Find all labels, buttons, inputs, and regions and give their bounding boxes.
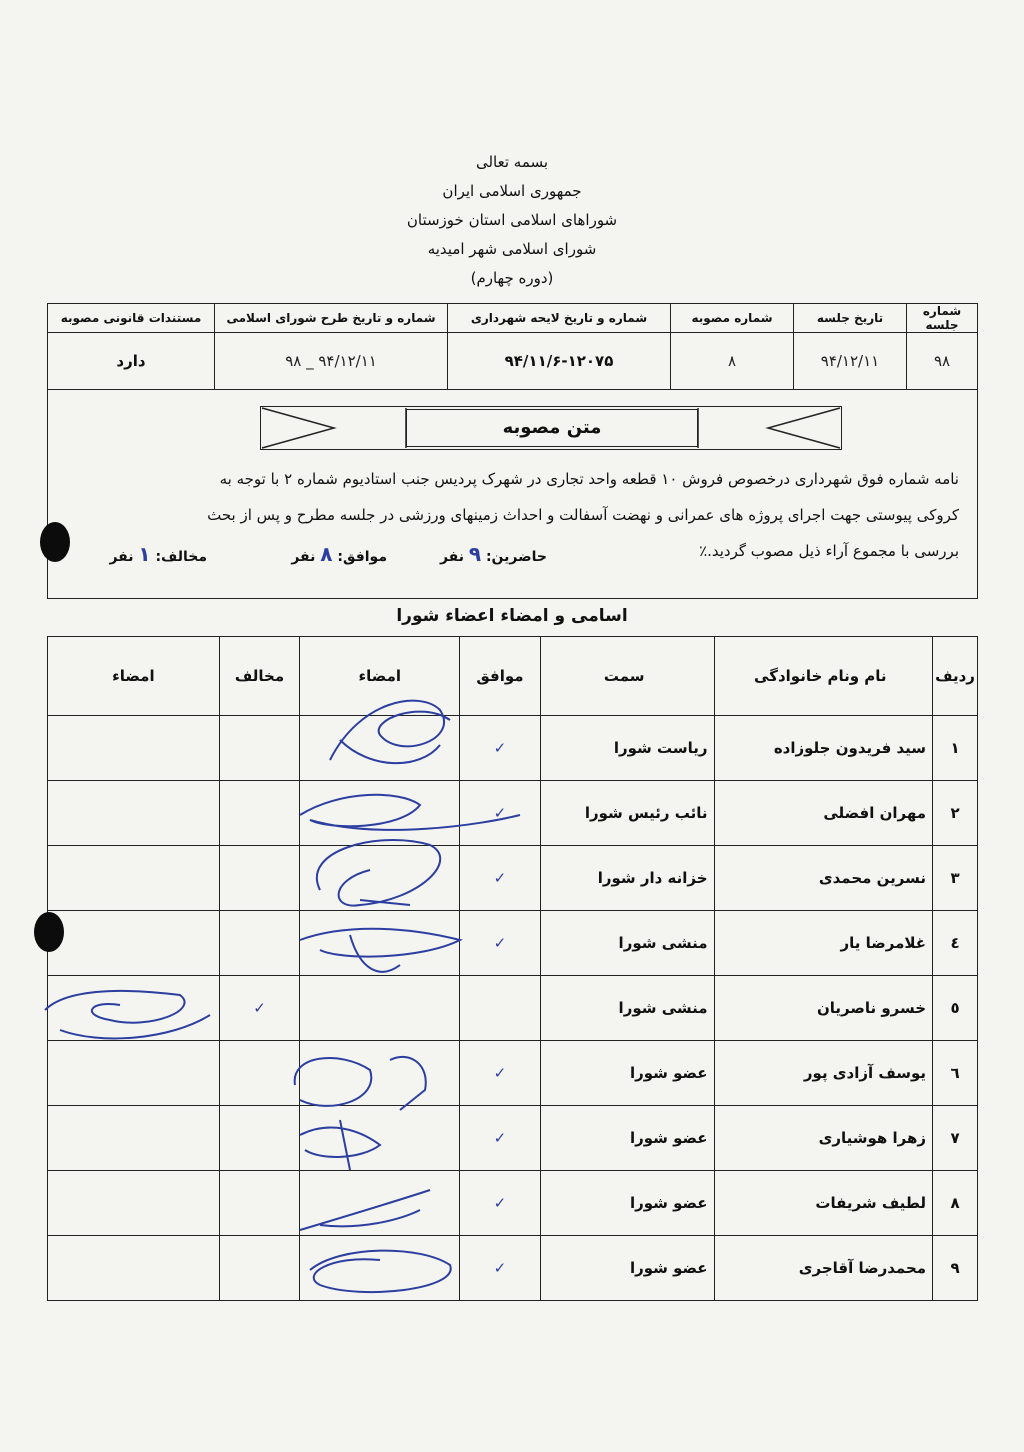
oppose-mark	[219, 911, 300, 976]
row-number: ۹	[933, 1236, 978, 1301]
member-name: غلامرضا یار	[714, 911, 932, 976]
member-position: منشی شورا	[540, 976, 714, 1041]
agree-signature-cell	[300, 1041, 460, 1106]
resolution-meta-table	[47, 303, 978, 390]
members-header-row	[48, 637, 978, 716]
meta-header-session-date: تاریخ جلسه	[794, 304, 907, 333]
vote-present	[440, 542, 547, 566]
row-number: ۷	[933, 1106, 978, 1171]
oppose-mark	[219, 1041, 300, 1106]
member-position: عضو شورا	[540, 1236, 714, 1301]
header-agree: موافق	[460, 637, 541, 716]
member-position: عضو شورا	[540, 1106, 714, 1171]
table-row	[48, 1236, 978, 1301]
agree-mark: ✓	[460, 781, 541, 846]
agree-mark	[460, 976, 541, 1041]
oppose-mark	[219, 1171, 300, 1236]
member-position: عضو شورا	[540, 1041, 714, 1106]
agree-mark: ✓	[460, 1171, 541, 1236]
header-line-term: (دوره چهارم)	[470, 269, 554, 287]
vote-present-value: ۹	[468, 542, 482, 566]
header-line-city-council: شورای اسلامی شهر امیدیه	[427, 240, 597, 258]
agree-signature-cell	[300, 911, 460, 976]
table-row	[48, 846, 978, 911]
row-number: ٦	[933, 1041, 978, 1106]
vote-oppose-unit: نفر	[109, 549, 134, 565]
member-name: زهرا هوشیاری	[714, 1106, 932, 1171]
agree-signature-cell	[300, 1106, 460, 1171]
resolution-title-band	[260, 406, 842, 450]
vote-agree-value: ۸	[320, 542, 333, 566]
oppose-signature-cell	[48, 1171, 220, 1236]
row-number: ۱	[933, 716, 978, 781]
agree-mark: ✓	[460, 846, 541, 911]
vote-oppose	[109, 542, 207, 566]
document-header	[0, 148, 1024, 293]
punch-hole-top	[40, 522, 70, 562]
oppose-signature-cell	[48, 846, 220, 911]
punch-hole-bottom	[34, 912, 64, 952]
vote-present-label: حاضرین:	[485, 549, 547, 565]
agree-signature-cell	[300, 716, 460, 781]
meta-bill-number: ۹۴/۱۱/۶-۱۲۰۷۵	[448, 333, 671, 390]
agree-signature-cell	[300, 1171, 460, 1236]
meta-header-plan-number: شماره و تاریخ طرح شورای اسلامی	[215, 304, 448, 333]
row-number: ۳	[933, 846, 978, 911]
header-agree-signature: امضاء	[300, 637, 460, 716]
meta-header-session-number: شماره جلسه	[907, 304, 978, 333]
agree-mark: ✓	[460, 1041, 541, 1106]
meta-header-bill-number: شماره و تاریخ لایحه شهرداری	[448, 304, 671, 333]
member-position: ریاست شورا	[540, 716, 714, 781]
oppose-signature-cell	[48, 911, 220, 976]
member-name: محمدرضا آقاجری	[714, 1236, 932, 1301]
meta-legal-basis: دارد	[48, 333, 215, 390]
vote-agree-unit: نفر	[291, 549, 316, 565]
agree-mark: ✓	[460, 1236, 541, 1301]
meta-value-row	[48, 333, 978, 390]
meta-header-resolution-number: شماره مصوبه	[671, 304, 794, 333]
oppose-signature-cell	[48, 1041, 220, 1106]
oppose-mark	[219, 781, 300, 846]
table-row	[48, 976, 978, 1041]
agree-mark: ✓	[460, 911, 541, 976]
oppose-signature-cell	[48, 781, 220, 846]
table-row	[48, 1171, 978, 1236]
oppose-mark	[219, 716, 300, 781]
agree-signature-cell	[300, 846, 460, 911]
resolution-line-2: کروکی پیوستی جهت اجرای پروژه های عمرانی و نهضت آسفالت و احداث زمینهای ورزشی در جلسه مطرح و پس از بحث	[207, 506, 959, 524]
table-row	[48, 1106, 978, 1171]
table-row	[48, 911, 978, 976]
meta-plan-number: ۹۴/۱۲/۱۱ _ ۹۸	[215, 333, 448, 390]
header-position: سمت	[540, 637, 714, 716]
table-row	[48, 716, 978, 781]
resolution-line-3: بررسی با مجموع آراء ذیل مصوب گردید.٪	[699, 542, 959, 560]
agree-signature-cell	[300, 976, 460, 1041]
table-row	[48, 1041, 978, 1106]
header-oppose-signature: امضاء	[48, 637, 220, 716]
oppose-signature-cell	[48, 1236, 220, 1301]
resolution-text-box	[47, 388, 978, 599]
header-oppose: مخالف	[219, 637, 300, 716]
members-table	[47, 636, 978, 1301]
row-number: ۲	[933, 781, 978, 846]
header-row-number: ردیف	[933, 637, 978, 716]
vote-agree-label: موافق:	[337, 549, 387, 565]
oppose-mark	[219, 846, 300, 911]
member-name: نسرین محمدی	[714, 846, 932, 911]
agree-mark: ✓	[460, 1106, 541, 1171]
header-line-basmala: بسمه تعالی	[475, 153, 549, 171]
oppose-mark	[219, 1106, 300, 1171]
member-position: عضو شورا	[540, 1171, 714, 1236]
meta-header-legal-basis: مستندات قانونی مصوبه	[48, 304, 215, 333]
header-line-republic: جمهوری اسلامی ایران	[442, 182, 582, 200]
row-number: ٥	[933, 976, 978, 1041]
member-name: لطیف شریفات	[714, 1171, 932, 1236]
vote-agree	[291, 542, 387, 566]
oppose-mark: ✓	[219, 976, 300, 1041]
oppose-signature-cell	[48, 976, 220, 1041]
meta-session-date: ۹۴/۱۲/۱۱	[794, 333, 907, 390]
member-name: خسرو ناصریان	[714, 976, 932, 1041]
member-position: خزانه دار شورا	[540, 846, 714, 911]
member-name: سید فریدون جلوزاده	[714, 716, 932, 781]
members-title: اسامی و امضاء اعضاء شورا	[396, 606, 628, 626]
agree-signature-cell	[300, 1236, 460, 1301]
vote-oppose-value: ۱	[138, 542, 151, 566]
resolution-line-1: نامه شماره فوق شهرداری درخصوص فروش ۱۰ قطعه واحد تجاری در شهرک پردیس جنب استادیوم شماره ۲ با توجه به	[219, 470, 959, 488]
oppose-signature-cell	[48, 1106, 220, 1171]
vote-oppose-label: مخالف:	[155, 549, 207, 565]
row-number: ٤	[933, 911, 978, 976]
member-position: نائب رئیس شورا	[540, 781, 714, 846]
meta-header-row	[48, 304, 978, 333]
resolution-title: متن مصوبه	[406, 409, 698, 447]
meta-resolution-number: ۸	[671, 333, 794, 390]
agree-mark: ✓	[460, 716, 541, 781]
agree-signature-cell	[300, 781, 460, 846]
member-position: منشی شورا	[540, 911, 714, 976]
member-name: مهران افضلی	[714, 781, 932, 846]
header-full-name: نام ونام خانوادگی	[714, 637, 932, 716]
member-name: یوسف آزادی پور	[714, 1041, 932, 1106]
table-row	[48, 781, 978, 846]
oppose-mark	[219, 1236, 300, 1301]
row-number: ۸	[933, 1171, 978, 1236]
oppose-signature-cell	[48, 716, 220, 781]
header-line-province: شوراهای اسلامی استان خوزستان	[406, 211, 618, 229]
vote-present-unit: نفر	[439, 549, 464, 565]
meta-session-number: ۹۸	[907, 333, 978, 390]
